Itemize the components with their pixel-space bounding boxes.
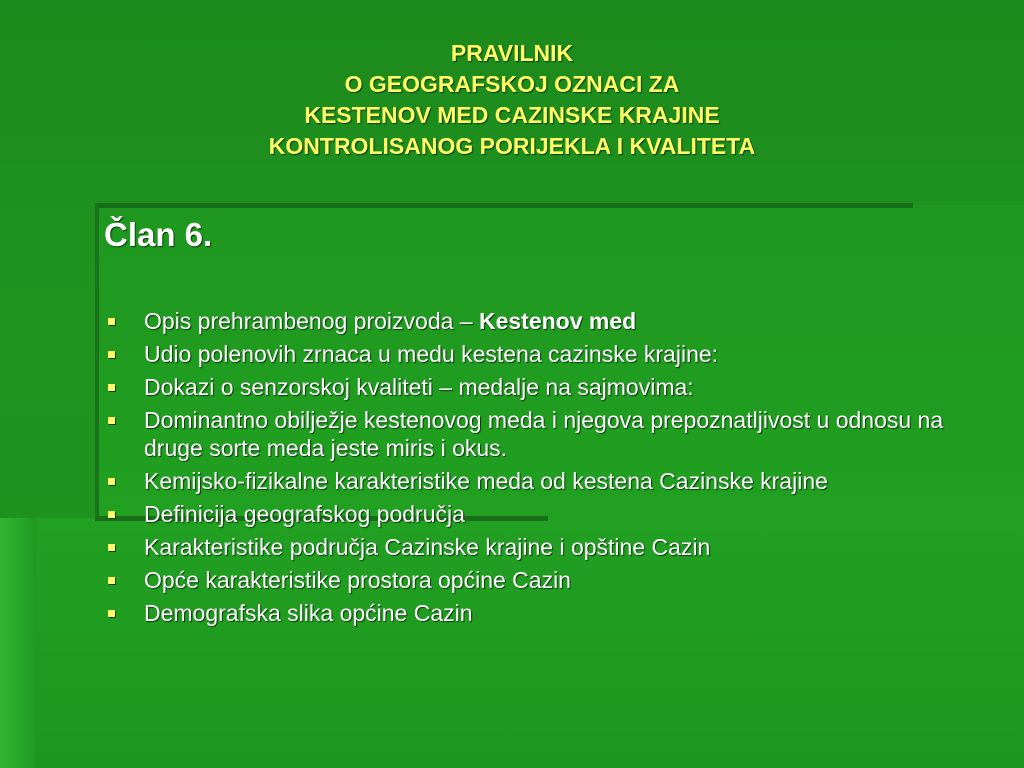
list-item xyxy=(104,406,984,462)
list-item-bold-text: Kestenov med xyxy=(478,308,637,334)
title-line: O GEOGRAFSKOJ OZNACI ZA xyxy=(344,71,680,97)
square-bullet-icon xyxy=(108,318,115,325)
list-item-text: Dominantno obilježje kestenovog meda i njegova prepoznatljivost u odnosu na druge sorte meda jeste miris i okus. xyxy=(144,407,944,461)
square-bullet-icon xyxy=(108,384,115,391)
list-item-text: Definicija geografskog područja xyxy=(144,501,465,527)
decorative-left-strip xyxy=(0,518,40,768)
square-bullet-icon xyxy=(108,577,115,584)
article-heading: Član 6. xyxy=(104,216,213,253)
list-item-text: Dokazi o senzorskoj kvaliteti – medalje na sajmovima: xyxy=(144,374,694,400)
list-item xyxy=(104,467,984,495)
square-bullet-icon xyxy=(108,544,115,551)
list-item xyxy=(104,599,984,627)
decorative-left-bar xyxy=(95,205,99,520)
list-item-text: Karakteristike područja Cazinske krajine i opštine Cazin xyxy=(144,534,711,560)
title-line: KONTROLISANOG PORIJEKLA I KVALITETA xyxy=(268,133,756,159)
slide-title xyxy=(100,38,924,162)
list-item xyxy=(104,340,984,368)
square-bullet-icon xyxy=(108,417,115,424)
title-line: PRAVILNIK xyxy=(450,40,574,66)
list-item xyxy=(104,307,984,335)
square-bullet-icon xyxy=(108,511,115,518)
square-bullet-icon xyxy=(108,610,115,617)
list-item xyxy=(104,373,984,401)
square-bullet-icon xyxy=(108,351,115,358)
list-item-text: Kemijsko-fizikalne karakteristike meda od kestena Cazinske krajine xyxy=(144,468,828,494)
list-item xyxy=(104,533,984,561)
list-item xyxy=(104,566,984,594)
decorative-top-bar xyxy=(95,203,913,208)
list-item xyxy=(104,500,984,528)
bullet-list xyxy=(104,307,984,632)
list-item-text: Opće karakteristike prostora općine Cazin xyxy=(144,567,571,593)
list-item-text: Udio polenovih zrnaca u medu kestena cazinske krajine: xyxy=(144,341,719,367)
title-line: KESTENOV MED CAZINSKE KRAJINE xyxy=(304,102,720,128)
list-item-text: Demografska slika općine Cazin xyxy=(144,600,473,626)
list-item-text: Opis prehrambenog proizvoda – xyxy=(144,308,479,334)
square-bullet-icon xyxy=(108,478,115,485)
